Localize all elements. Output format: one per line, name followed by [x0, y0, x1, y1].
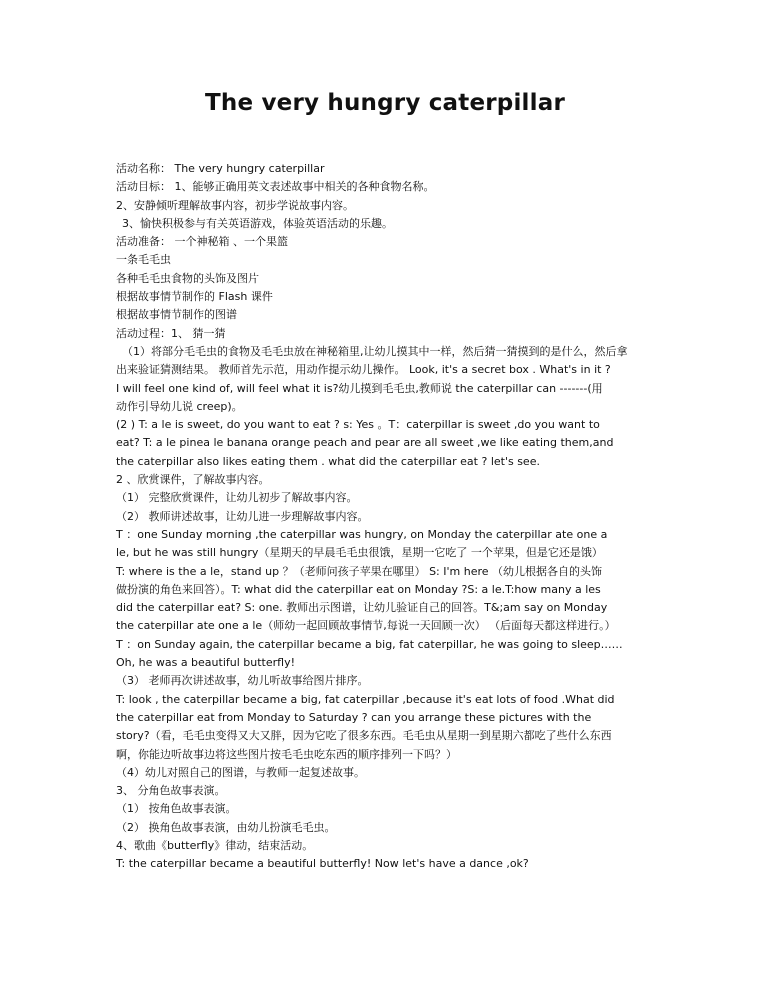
prep-item: 各种毛毛虫食物的头饰及图片 — [116, 271, 259, 285]
prep-item: 一条毛毛虫 — [116, 253, 171, 267]
activity-goal-3: 3、愉快积极参与有关英语游戏，体验英语活动的乐趣。 — [122, 216, 393, 230]
body-line: did the caterpillar eat? S: one. 教师出示图谱，让幼儿验证自己的回答。T&;am say on Monday — [116, 601, 608, 615]
body-line: （2） 教师讲述故事，让幼儿进一步理解故事内容。 — [116, 509, 369, 523]
body-line: (2 ) T: a le is sweet, do you want to eat ? s: Yes 。T：caterpillar is sweet ,do you want to — [116, 418, 600, 432]
activity-process-line: 活动过程：1、 猜一猜 — [116, 326, 226, 340]
body-line: T: the caterpillar became a beautiful butterfly! Now let's have a dance ,ok? — [116, 857, 529, 871]
body-line: Oh, he was a beautiful butterfly! — [116, 656, 296, 670]
activity-prep-line: 活动准备： 一个神秘箱 、一个果篮 — [116, 235, 288, 249]
body-line: 啊，你能边听故事边将这些图片按毛毛虫吃东西的顺序排列一下吗？） — [116, 747, 457, 761]
prep-item: 根据故事情节制作的 Flash 课件 — [116, 290, 273, 304]
section-heading: 4、歌曲《butterfly》律动，结束活动。 — [116, 838, 314, 852]
section-heading: 3、 分角色故事表演。 — [116, 784, 226, 798]
activity-goal-2: 2、安静倾听理解故事内容，初步学说故事内容。 — [116, 198, 354, 212]
body-line: the caterpillar also likes eating them . what did the caterpillar eat ? let's see. — [116, 454, 540, 468]
body-line: （2） 换角色故事表演，由幼儿扮演毛毛虫。 — [116, 820, 336, 834]
body-line: 动作引导幼儿说 creep)。 — [116, 399, 243, 413]
body-line: （1）将部分毛毛虫的食物及毛毛虫放在神秘箱里,让幼儿摸其中一样，然后猜一猜摸到的是什么，然后拿 — [122, 344, 628, 358]
body-line: the caterpillar ate one a le（师幼一起回顾故事情节,每说一天回顾一次） （后面每天都这样进行。） — [116, 619, 616, 633]
body-line: 做扮演的角色来回答）。T: what did the caterpillar eat on Monday ?S: a le.T:how many a les — [116, 582, 601, 596]
body-line: le, but he was still hungry（星期天的早晨毛毛虫很饿，星期一它吃了 一个苹果，但是它还是饿） — [116, 546, 603, 560]
body-line: I will feel one kind of, will feel what it is?幼儿摸到毛毛虫,教师说 the caterpillar can -------(用 — [116, 381, 603, 395]
body-line: story?（看，毛毛虫变得又大又胖，因为它吃了很多东西。毛毛虫从星期一到星期六都吃了些什么东西 — [116, 729, 612, 743]
body-line: T ：one Sunday morning ,the caterpillar was hungry, on Monday the caterpillar ate one a — [116, 527, 608, 541]
body-line: （1） 完整欣赏课件，让幼儿初步了解故事内容。 — [116, 491, 358, 505]
body-line: （1） 按角色故事表演。 — [116, 802, 237, 816]
document-body — [116, 160, 656, 874]
body-line: （4）幼儿对照自己的图谱，与教师一起复述故事。 — [116, 765, 365, 779]
body-line: eat? T: a le pinea le banana orange peach and pear are all sweet ,we like eating them,and — [116, 436, 614, 450]
document-title: The very hungry caterpillar — [204, 90, 565, 116]
body-line: T: look , the caterpillar became a big, fat caterpillar ,because it's eat lots of food .What did — [116, 692, 615, 706]
body-line: the caterpillar eat from Monday to Saturday ? can you arrange these pictures with the — [116, 710, 592, 724]
prep-item: 根据故事情节制作的图谱 — [116, 308, 237, 322]
activity-name-line: 活动名称： The very hungry caterpillar — [116, 162, 325, 175]
body-line: T ：on Sunday again, the caterpillar became a big, fat caterpillar, he was going to sleep…… — [116, 637, 623, 651]
section-heading: 2 、欣赏课件，了解故事内容。 — [116, 473, 270, 487]
body-line: T: where is the a le，stand up ？（老师问孩子苹果在哪里） S: I'm here （幼儿根据各自的头饰 — [116, 564, 603, 578]
activity-goal-line: 活动目标： 1、能够正确用英文表述故事中相关的各种食物名称。 — [116, 180, 435, 194]
body-line: 出来验证猜测结果。 教师首先示范，用动作提示幼儿操作。 Look, it's a secret box . What's in it ? — [116, 363, 611, 377]
body-line: （3） 老师再次讲述故事，幼儿听故事给图片排序。 — [116, 674, 369, 688]
